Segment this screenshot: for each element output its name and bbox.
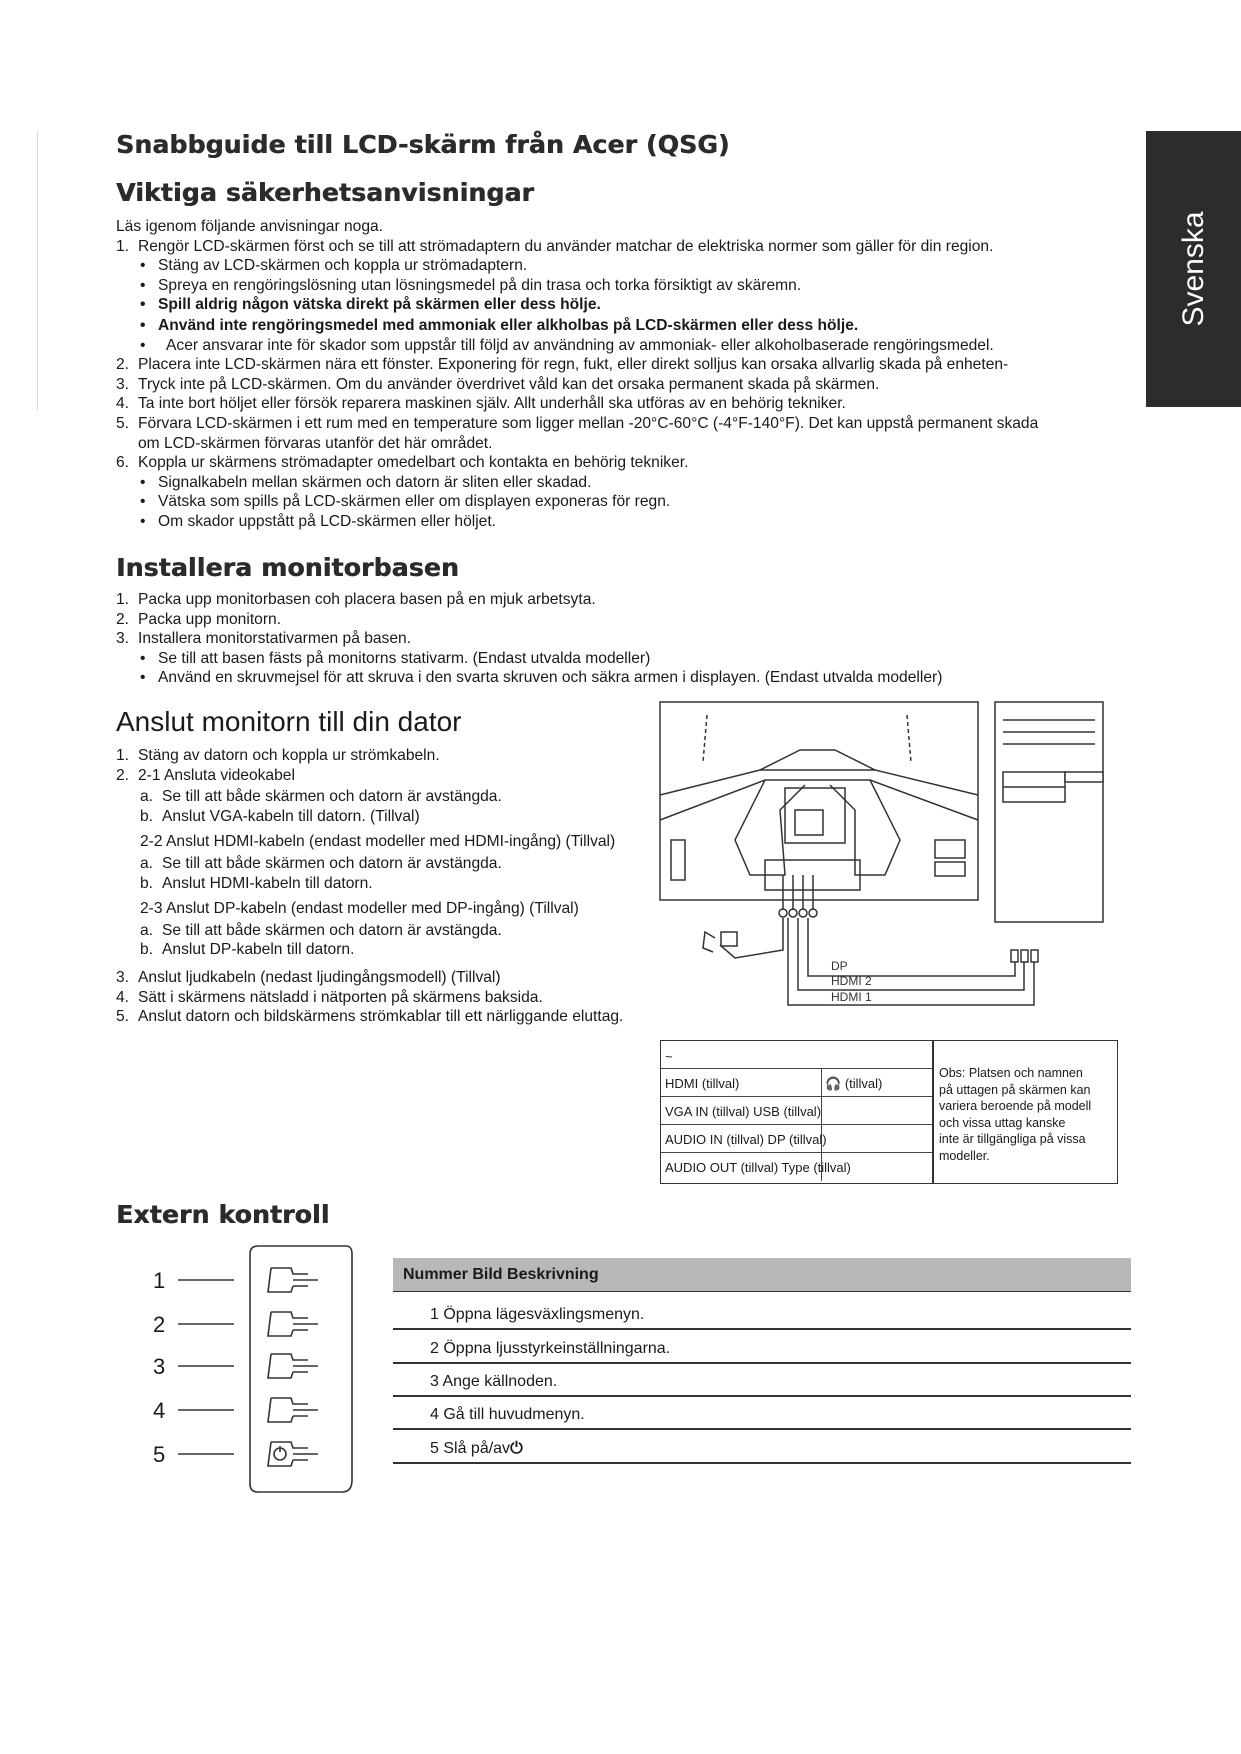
connect-2-2-heading: 2-2 Anslut HDMI-kabeln (endast modeller med HDMI-ingång) (Tillval) (140, 833, 616, 851)
install-heading: Installera monitorbasen (116, 553, 459, 582)
connect-step-5: 5. Anslut datorn och bildskärmens strömkablar till ett närliggande eluttag. (116, 1008, 624, 1026)
connect-2-2-b: b. Anslut HDMI-kabeln till datorn. (140, 874, 373, 892)
safety-item-2: 2. Placera inte LCD-skärmen nära ett fönster. Exponering för regn, fukt, eller direkt solljus kan orsaka allvarlig skada på enheten- (116, 356, 1009, 374)
language-tab-label: Svenska (1177, 211, 1210, 327)
connect-step-2: 2. 2-1 Ansluta videokabel (116, 766, 295, 784)
port-row-1-audio: 🎧 (tillval) (825, 1076, 883, 1091)
safety-bullet-4: • Använd inte rengöringsmedel med ammoniak eller alkholbas på LCD-skärmen eller dess hölje. (140, 316, 859, 334)
connect-2-1-a: a. Se till att både skärmen och datorn är avstängda. (140, 788, 502, 806)
extern-heading: Extern kontroll (116, 1200, 330, 1229)
control-row-2: 2 Öppna ljusstyrkeinställningarna. (430, 1340, 671, 1357)
safety-item-5-cont: om LCD-skärmen förvaras utanför det här området. (138, 434, 493, 452)
safety-item-6: 6. Koppla ur skärmens strömadapter omedelbart och kontakta en behörig tekniker. (116, 454, 689, 472)
control-number-2: 2 (153, 1312, 166, 1337)
button-5-power-icon (268, 1442, 318, 1466)
connect-step-4: 4. Sätt i skärmens nätsladd i nätporten på skärmens baksida. (116, 988, 543, 1006)
language-tab (1146, 131, 1241, 407)
page-title: Snabbguide till LCD-skärm från Acer (QSG) (116, 130, 730, 159)
margin-line (37, 130, 38, 410)
control-number-3: 3 (153, 1354, 166, 1379)
control-number-5: 5 (153, 1442, 166, 1467)
monitor-back (660, 702, 978, 900)
control-table-header: Nummer Bild Beskrivning (393, 1258, 1131, 1292)
control-buttons-diagram (176, 1244, 356, 1496)
safety-item-5: 5. Förvara LCD-skärmen i ett rum med en temperature som ligger mellan -20°C-60°C (-4°F-140°F). Det kan uppstå permanent skada (116, 414, 1039, 432)
safety-bullet-5: • Acer ansvarar inte för skador som uppstår till följd av användning av ammoniak- eller alkoholbaserade rengöringsmedel. (140, 336, 994, 354)
safety-list (116, 217, 1038, 532)
ports-tilde: ~ (665, 1049, 673, 1064)
control-number-4: 4 (153, 1398, 166, 1423)
install-step-1: 1. Packa upp monitorbasen coh placera basen på en mjuk arbetsyta. (116, 591, 596, 608)
port-row-4: AUDIO OUT (tillval) Type (tillval) (665, 1160, 851, 1175)
connect-step-1: 1. Stäng av datorn och koppla ur strömkabeln. (116, 747, 440, 764)
safety-bullet-7: • Vätska som spills på LCD-skärmen eller om displayen exponeras för regn. (140, 493, 671, 511)
safety-bullet-3: • Spill aldrig någon vätska direkt på skärmen eller dess hölje. (140, 296, 601, 314)
connect-2-3-heading: 2-3 Anslut DP-kabeln (endast modeller med DP-ingång) (Tillval) (140, 900, 579, 918)
connect-heading: Anslut monitorn till din dator (116, 706, 462, 737)
safety-bullet-1: • Stäng av LCD-skärmen och koppla ur strömadaptern. (140, 257, 528, 275)
pc-tower (995, 702, 1103, 922)
control-row-1: 1 Öppna lägesväxlingsmenyn. (430, 1306, 645, 1323)
connect-2-2-a: a. Se till att både skärmen och datorn är avstängda. (140, 854, 502, 872)
button-4-icon (268, 1398, 318, 1422)
connect-step-3: 3. Anslut ljudkabeln (nedast ljudingångsmodell) (Tillval) (116, 968, 501, 986)
connect-2-3-a: a. Se till att både skärmen och datorn är avstängda. (140, 921, 502, 939)
ports-table (660, 1040, 1118, 1184)
button-2-icon (268, 1312, 318, 1336)
label-dp: DP (831, 959, 848, 973)
control-row-5: 5 Slå på/av⏻ (430, 1440, 523, 1457)
install-list (116, 590, 942, 688)
label-hdmi1: HDMI 1 (831, 990, 872, 1004)
ports-note: Obs: Platsen och namnen på uttagen på skärmen kan variera beroende på modell och vissa uttag kanske inte är tillgängliga på vissa modeller. (939, 1066, 1092, 1163)
safety-bullet-2: • Spreya en rengöringslösning utan lösningsmedel på din trasa och torka försiktigt av skäremn. (140, 276, 802, 294)
safety-bullet-8: • Om skador uppstått på LCD-skärmen eller höljet. (140, 512, 497, 530)
safety-item-1: 1. Rengör LCD-skärmen först och se till att strömadaptern du använder matchar de elektriska normer som gäller för din region. (116, 237, 994, 255)
install-step-3: 3. Installera monitorstativarmen på basen. (116, 630, 412, 648)
port-row-3: AUDIO IN (tillval) DP (tillval) (665, 1132, 827, 1147)
install-step-2: 2. Packa upp monitorn. (116, 610, 282, 628)
connect-list (116, 746, 623, 1027)
control-number-1: 1 (153, 1268, 166, 1293)
safety-heading: Viktiga säkerhetsanvisningar (116, 178, 534, 207)
control-row-4: 4 Gå till huvudmenyn. (430, 1406, 585, 1423)
install-bullet-1: • Se till att basen fästs på monitorns stativarm. (Endast utvalda modeller) (140, 649, 651, 667)
safety-item-4: 4. Ta inte bort höljet eller försök reparera maskinen själv. Allt underhåll ska utföras av en behörig tekniker. (116, 395, 846, 413)
connect-2-3-b: b. Anslut DP-kabeln till datorn. (140, 941, 355, 959)
control-panel (250, 1246, 352, 1492)
connect-2-1-b: b. Anslut VGA-kabeln till datorn. (Tillval) (140, 807, 420, 825)
connection-diagram (655, 700, 1115, 1012)
safety-item-3: 3. Tryck inte på LCD-skärmen. Om du använder överdrivet våld kan det orsaka permanent skada på skärmen. (116, 375, 880, 393)
label-hdmi2: HDMI 2 (831, 974, 872, 988)
power-icon: ⏻ (510, 1440, 523, 1457)
safety-bullet-6: • Signalkabeln mellan skärmen och datorn är sliten eller skadad. (140, 473, 592, 491)
button-1-icon (268, 1268, 318, 1292)
port-row-2: VGA IN (tillval) USB (tillval) (665, 1104, 822, 1119)
safety-intro: Läs igenom följande anvisningar noga. (116, 218, 384, 235)
install-bullet-2: • Använd en skruvmejsel för att skruva i den svarta skruven och säkra armen i displayen. (Endast utvalda modeller) (140, 669, 943, 687)
control-row-3: 3 Ange källnoden. (430, 1373, 558, 1390)
headphone-icon: 🎧 (825, 1076, 842, 1091)
button-3-icon (268, 1354, 318, 1378)
port-row-1: HDMI (tillval) (665, 1076, 740, 1091)
